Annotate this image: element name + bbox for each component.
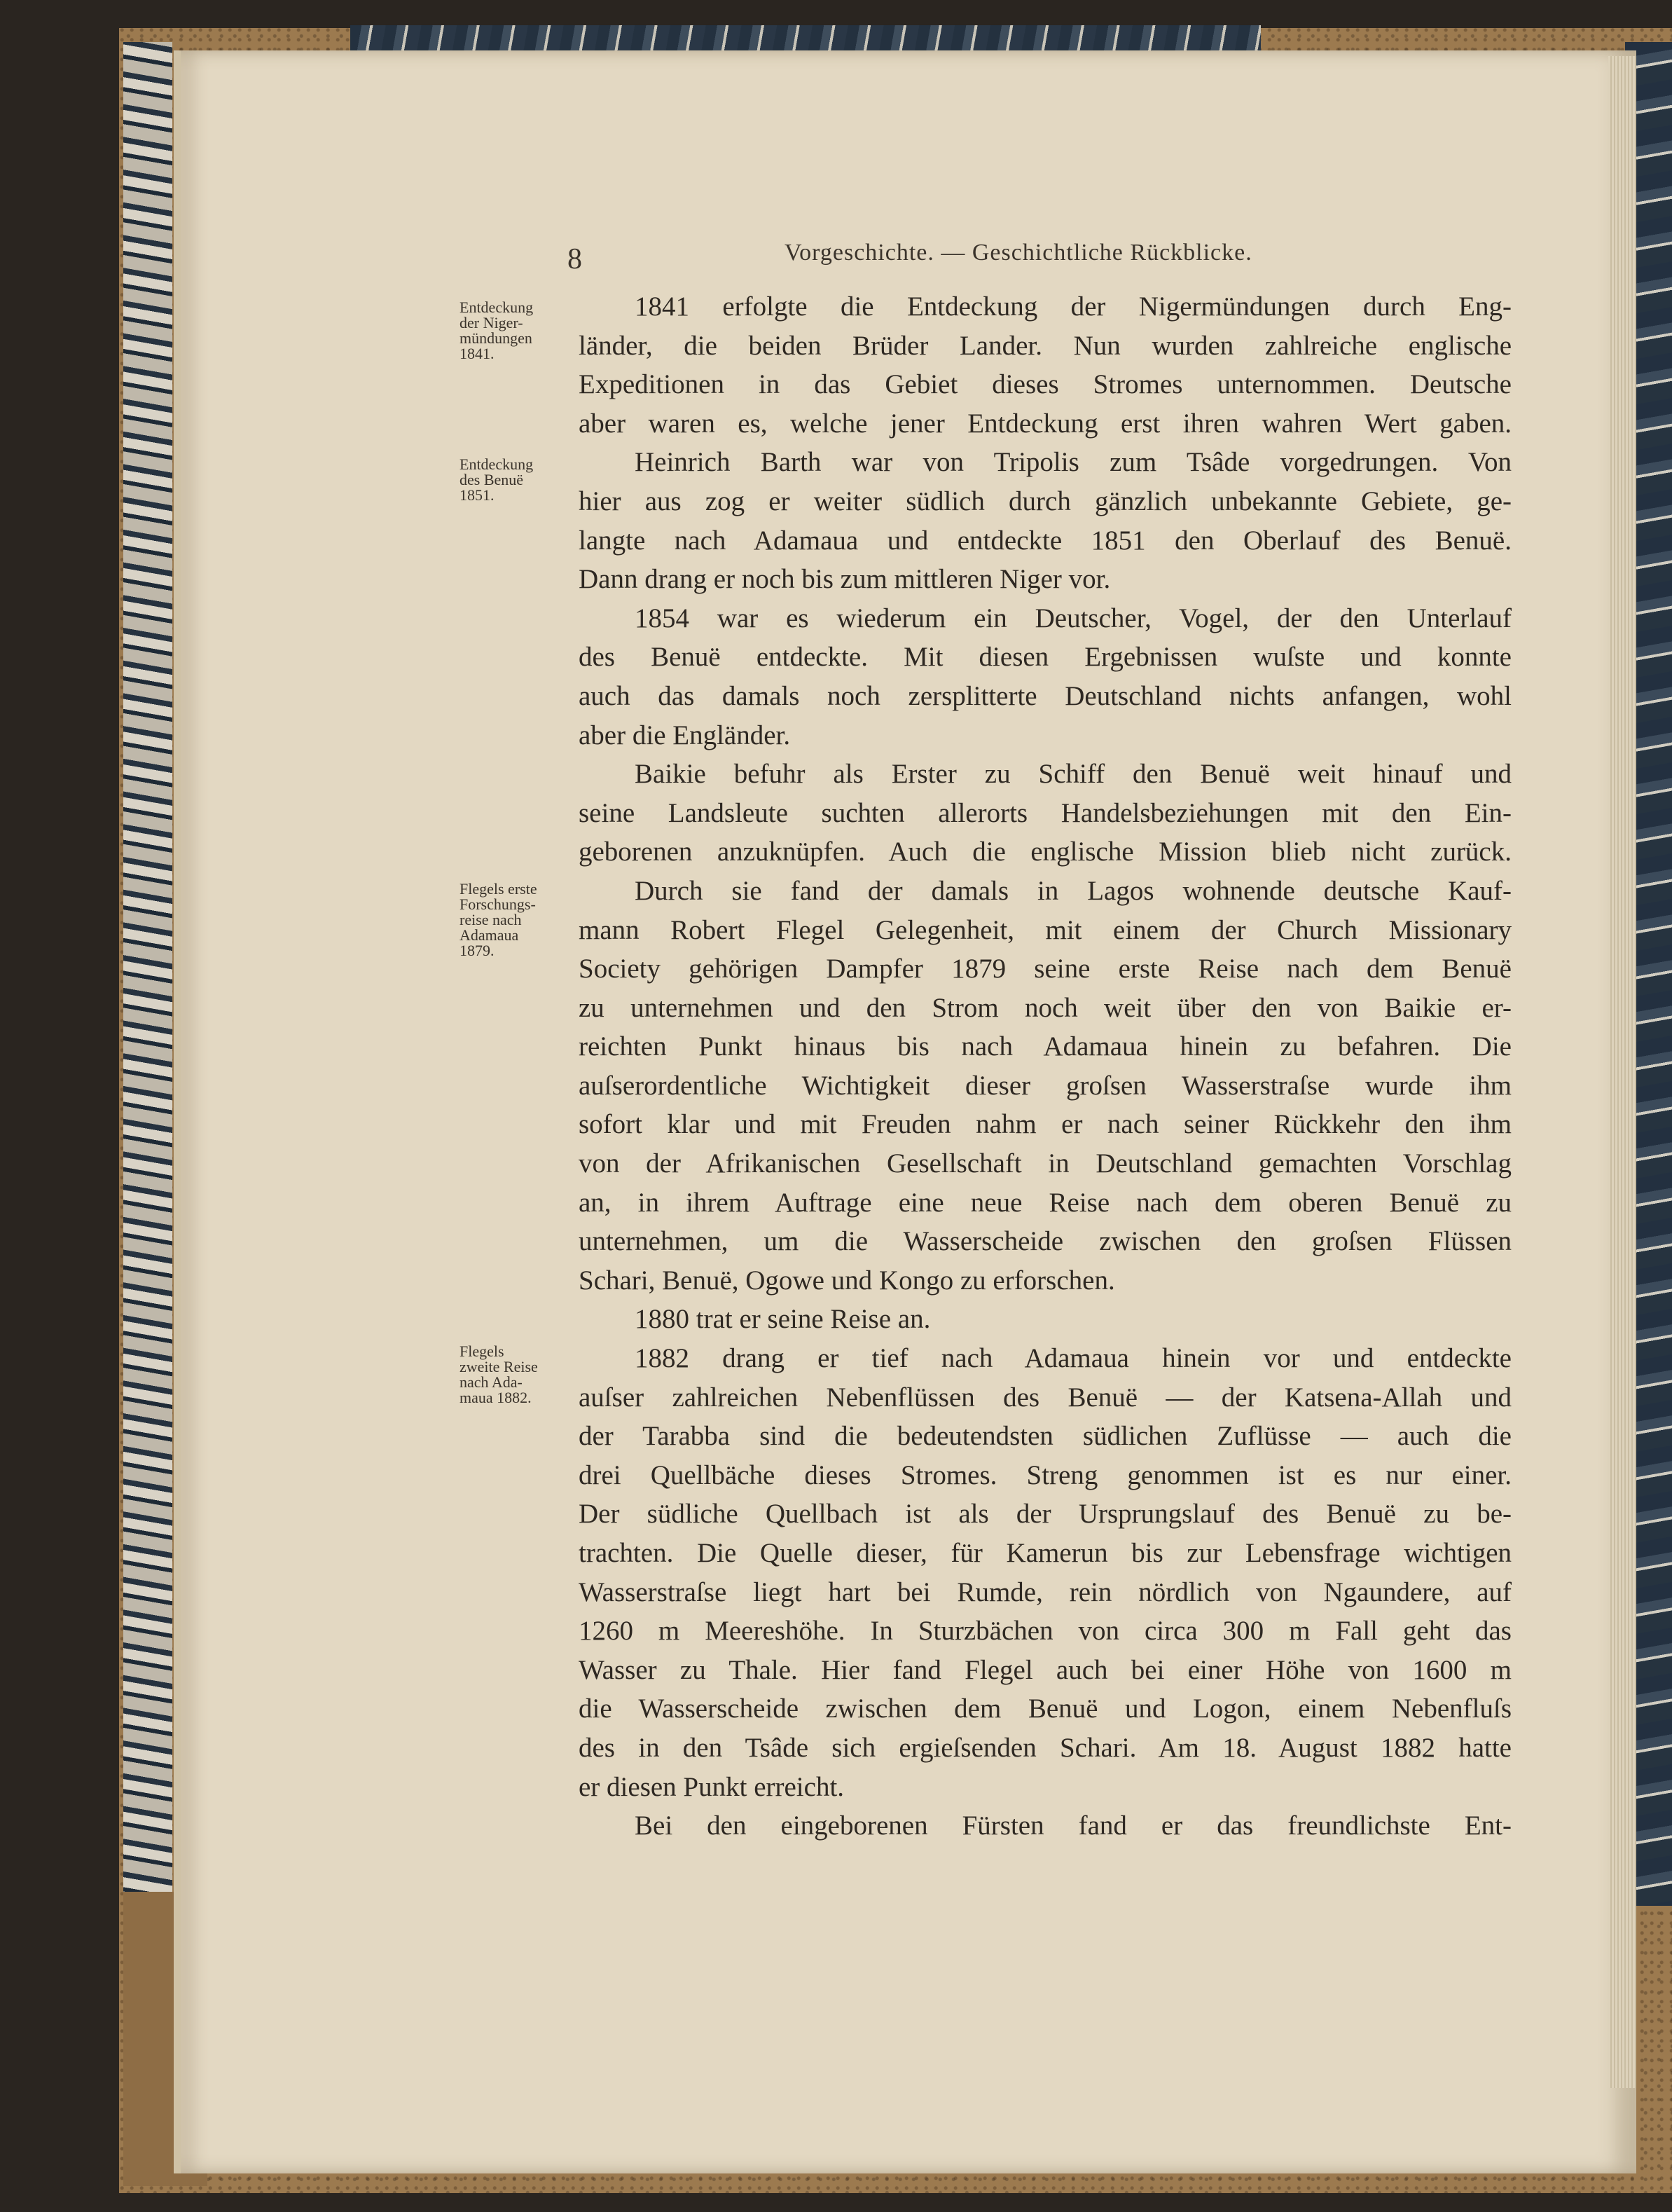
text-line: 1880 trat er seine Reise an. (635, 1304, 931, 1335)
text-line: Society gehörigen Dampfer 1879 seine erste Reise nach dem Benuë (579, 954, 1512, 984)
text-line: der Tarabba sind die bedeutendsten südlichen Zuflüsse — auch die (579, 1421, 1512, 1452)
margin-note-line: Entdeckung (460, 298, 534, 316)
margin-note-line: Flegels (460, 1342, 504, 1360)
text-line: zu unternehmen und den Strom noch weit über den von Baikie er- (579, 992, 1512, 1023)
text-line: unternehmen, um die Wasserscheide zwischen den groſsen Flüssen (579, 1226, 1512, 1257)
text-line: sofort klar und mit Freuden nahm er nach seiner Rückkehr den ihm (579, 1109, 1512, 1140)
text-line: 1260 m Meereshöhe. In Sturzbächen von circa 300 m Fall geht das (579, 1616, 1512, 1647)
text-line: länder, die beiden Brüder Lander. Nun wurden zahlreiche englische (579, 330, 1512, 361)
margin-note-line: Flegels erste (460, 880, 537, 898)
text-line: trachten. Die Quelle dieser, für Kamerun bis zur Lebensfrage wichtigen (579, 1538, 1512, 1568)
text-line: aber waren es, welche jener Entdeckung erst ihren wahren Wert gaben. (579, 408, 1512, 439)
running-head (567, 240, 1548, 276)
text-line: des Benuë entdeckte. Mit diesen Ergebnissen wuſste und konnte (579, 642, 1512, 673)
margin-note-niger (460, 300, 579, 362)
text-line: geborenen anzuknüpfen. Auch die englische Mission blieb nicht zurück. (579, 837, 1512, 867)
text-line: auch das damals noch zersplitterte Deutschland nichts anfangen, wohl (579, 680, 1512, 711)
text-line: auſser zahlreichen Nebenflüssen des Benuë — der Katsena-Allah und (579, 1382, 1512, 1413)
text-line: von der Afrikanischen Gesellschaft in Deutschland gemachten Vorschlag (579, 1148, 1512, 1179)
margin-note-line: 1879. (460, 942, 495, 959)
text-line: 1841 erfolgte die Entdeckung der Nigermündungen durch Eng- (635, 291, 1512, 322)
text-line: Bei den eingeborenen Fürsten fand er das freundlichste Ent- (635, 1811, 1512, 1841)
margin-note-line: zweite Reise (460, 1358, 538, 1375)
marbled-edge-left (123, 42, 172, 1920)
text-line: die Wasserscheide zwischen dem Benuë und Logon, einem Nebenfluſs (579, 1694, 1512, 1724)
margin-note-line: der Niger- (460, 314, 523, 331)
text-line: reichten Punkt hinaus bis nach Adamaua hinein zu befahren. Die (579, 1031, 1512, 1062)
page-number: 8 (567, 243, 582, 275)
text-line: Expeditionen in das Gebiet dieses Stromes unternommen. Deutsche (579, 369, 1512, 400)
text-line: Dann drang er noch bis zum mittleren Niger vor. (579, 564, 1111, 595)
margin-note-line: reise nach (460, 911, 522, 928)
text-line: Baikie befuhr als Erster zu Schiff den Benuë weit hinauf und (635, 759, 1512, 790)
text-line: Heinrich Barth war von Tripolis zum Tsâde vorgedrungen. Von (635, 447, 1512, 478)
text-line: 1854 war es wiederum ein Deutscher, Vogel, der den Unterlauf (635, 603, 1512, 633)
margin-note-line: Forschungs- (460, 895, 536, 913)
text-line: Durch sie fand der damals in Lagos wohnende deutsche Kauf- (635, 875, 1512, 906)
text-line: auſserordentliche Wichtigkeit dieser groſsen Wasserstraſse wurde ihm (579, 1070, 1512, 1101)
margin-note-line: 1841. (460, 345, 495, 362)
text-line: er diesen Punkt erreicht. (579, 1771, 845, 1802)
main-text (579, 287, 1512, 1846)
margin-note-benue (460, 457, 579, 503)
margin-note-first-journey (460, 881, 579, 959)
margin-note-line: Entdeckung (460, 455, 534, 473)
margin-note-line: maua 1882. (460, 1389, 532, 1406)
text-line: mann Robert Flegel Gelegenheit, mit einem der Church Missionary (579, 914, 1512, 945)
margin-note-line: Adamaua (460, 926, 519, 944)
text-line: Wasserstraſse liegt hart bei Rumde, rein nördlich von Ngaundere, auf (579, 1576, 1512, 1607)
running-head-title: Vorgeschichte. — Geschichtliche Rückblicke. (785, 240, 1252, 266)
page-edges (1608, 56, 1636, 2088)
margin-note-line: mündungen (460, 329, 532, 347)
text-line: aber die Engländer. (579, 720, 791, 750)
text-line: hier aus zog er weiter südlich durch gänzlich unbekannte Gebiete, ge- (579, 486, 1512, 516)
text-line: an, in ihrem Auftrage eine neue Reise nach dem oberen Benuë zu (579, 1187, 1512, 1218)
text-line: seine Landsleute suchten allerorts Handelsbeziehungen mit den Ein- (579, 797, 1512, 828)
margin-note-line: des Benuë (460, 471, 524, 488)
text-line: drei Quellbäche dieses Stromes. Streng genommen ist es nur einer. (579, 1459, 1512, 1490)
margin-note-line: nach Ada- (460, 1373, 523, 1391)
margin-note-line: 1851. (460, 486, 495, 504)
text-line: Der südliche Quellbach ist als der Ursprungslauf des Benuë zu be- (579, 1499, 1512, 1530)
text-line: Schari, Benuë, Ogowe und Kongo zu erforschen. (579, 1265, 1115, 1296)
text-line: 1882 drang er tief nach Adamaua hinein vor und entdeckte (635, 1343, 1512, 1374)
margin-note-second-journey (460, 1344, 579, 1406)
text-line: des in den Tsâde sich ergieſsenden Schari. Am 18. August 1882 hatte (579, 1732, 1512, 1763)
text-line: langte nach Adamaua und entdeckte 1851 den Oberlauf des Benuë. (579, 525, 1512, 556)
text-line: Wasser zu Thale. Hier fand Flegel auch bei einer Höhe von 1600 m (579, 1654, 1512, 1685)
